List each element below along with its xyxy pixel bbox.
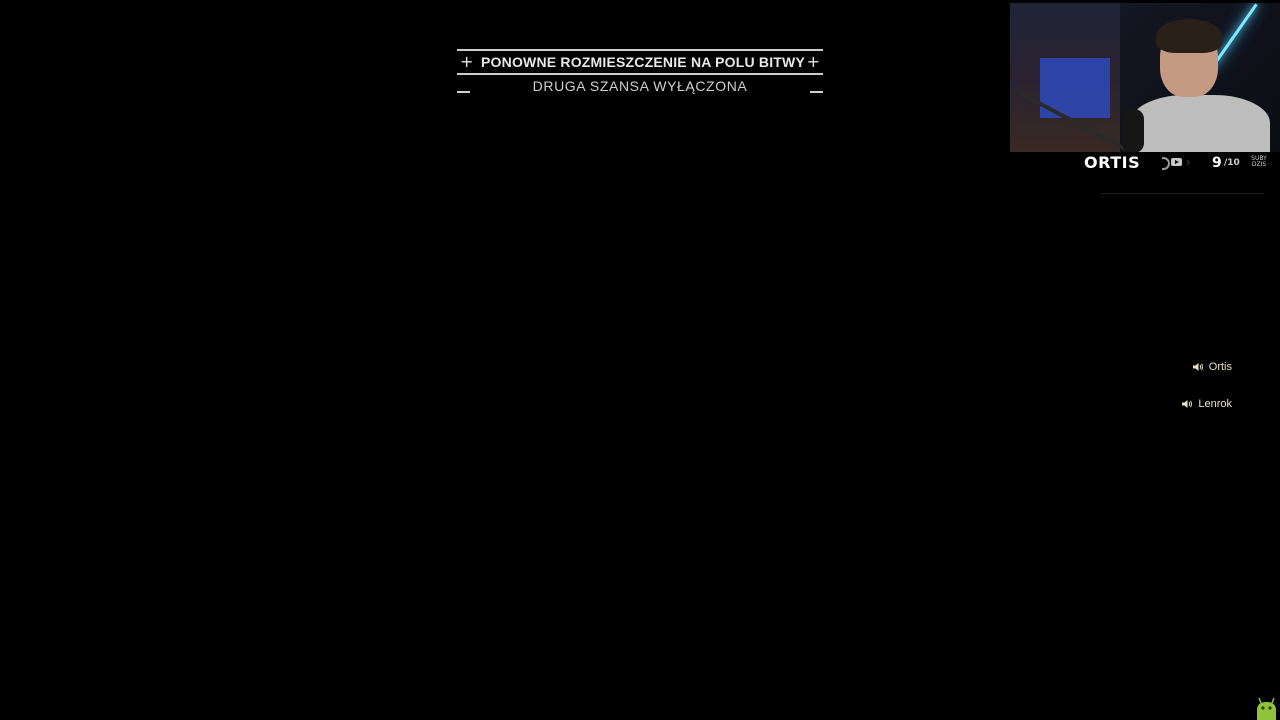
speaker-icon: [1193, 362, 1204, 372]
sub-count: 9: [1212, 155, 1222, 171]
microphone: [1122, 109, 1144, 153]
youtube-icon: [1171, 158, 1182, 166]
minus-icon: [810, 91, 823, 93]
webcam-overlay: [1010, 3, 1280, 155]
banner-top-rule: [457, 49, 823, 51]
plus-icon: +: [460, 52, 474, 71]
android-mascot-icon: [1253, 696, 1280, 720]
sub-goal: /10: [1224, 158, 1240, 168]
banner-title: PONOWNE ROZMIESZCZENIE NA POLU BITWY: [481, 54, 806, 70]
live-signal-icon: [1162, 157, 1170, 170]
speaker-icon: [1182, 399, 1193, 409]
subs-label: [1248, 156, 1270, 168]
minus-icon: [457, 91, 470, 93]
squad-member-name: Lenrok: [1198, 398, 1232, 410]
squad-member: [1182, 396, 1232, 412]
chevron-right-icon: ›: [1186, 154, 1191, 169]
squad-member-name: Ortis: [1208, 361, 1232, 373]
plus-icon: +: [806, 52, 820, 71]
streamer-name: ORTIS: [1084, 153, 1141, 172]
streamer-bar: [1010, 152, 1280, 174]
hud-divider: [1100, 193, 1264, 194]
squad-member: [1193, 359, 1232, 375]
subs-label-line2: DZIS: [1251, 161, 1267, 168]
banner-middle-rule: [457, 73, 823, 75]
mode-banner: [457, 48, 823, 96]
streamer-hair: [1156, 19, 1222, 53]
streamer-body: [1130, 95, 1270, 155]
banner-subtitle: DRUGA SZANSA WYŁĄCZONA: [532, 78, 748, 94]
subs-label-line1: SUBY: [1251, 155, 1267, 162]
